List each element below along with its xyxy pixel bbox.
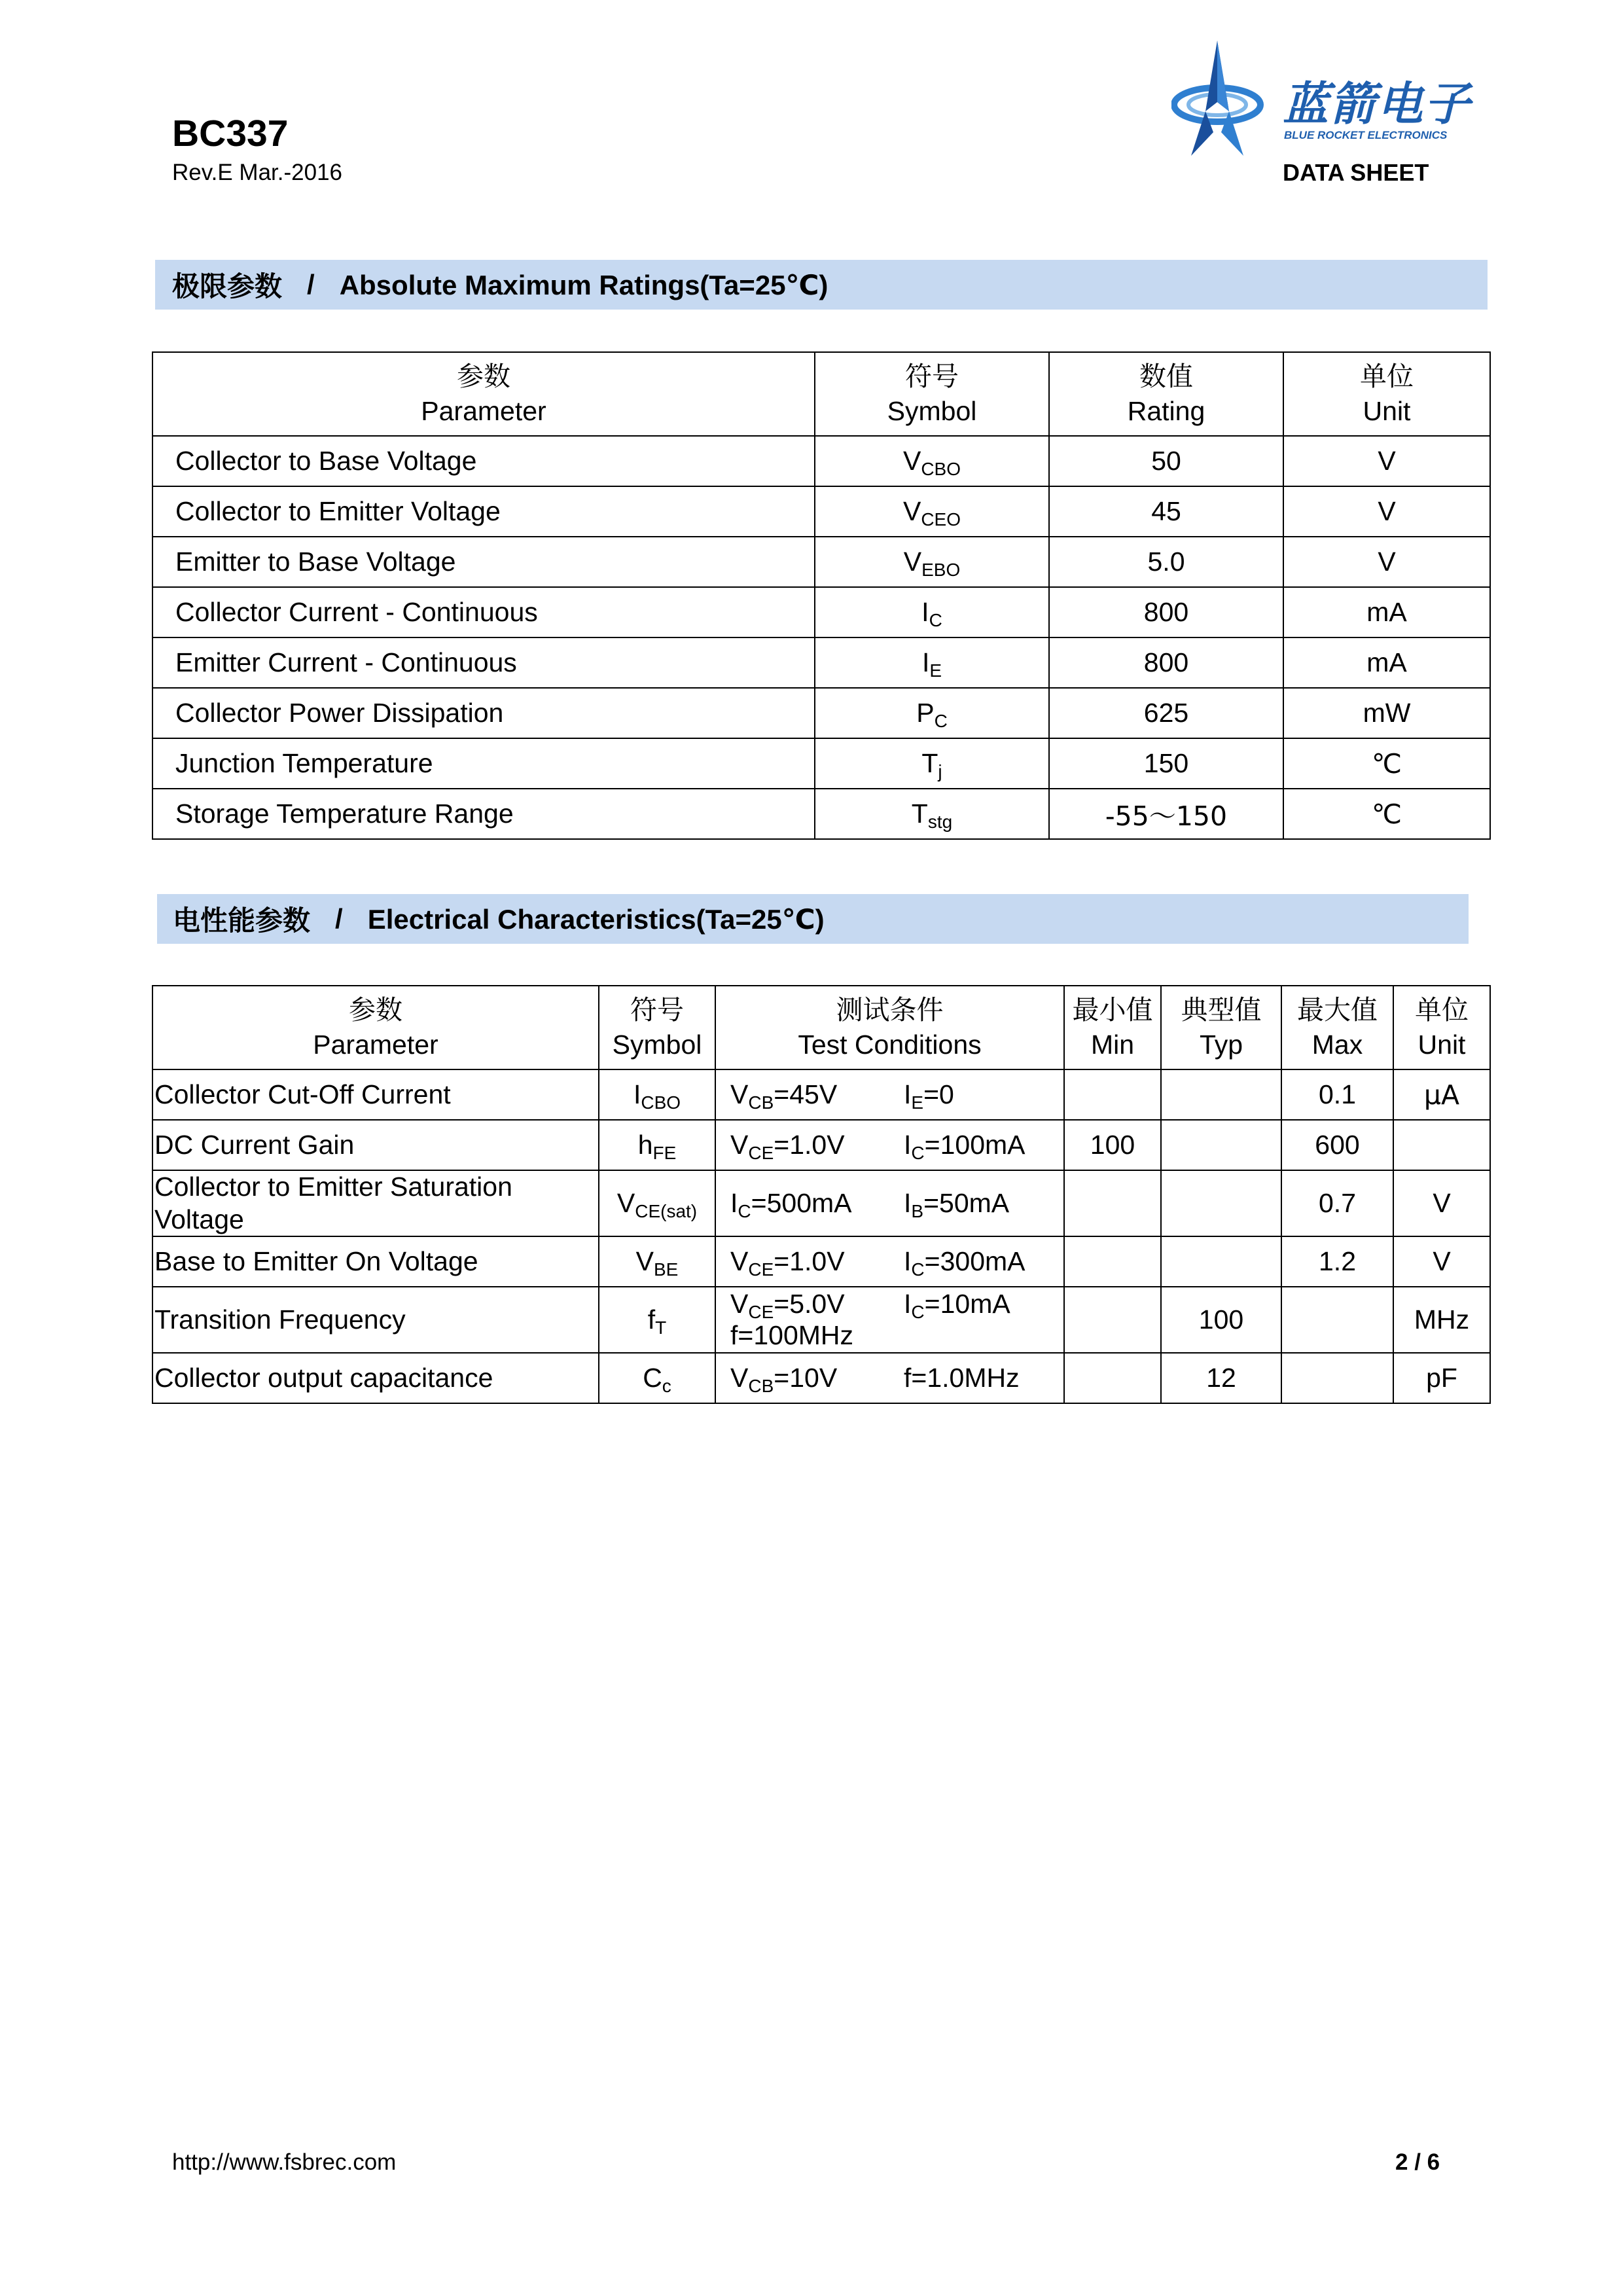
header-max: 最大值 Max [1281,986,1393,1069]
symbol-cell: $V_{CBO}$ [815,436,1049,486]
symbol-cell: $T_j$ [815,738,1049,789]
unit-cell: mA [1283,637,1490,688]
rating-cell: -55～150 [1049,789,1283,839]
header-symbol: 符号 Symbol [599,986,715,1069]
max-cell: 0.1 [1281,1069,1393,1120]
conditions-cell: $V_{CB}=10V$ f=1.0MHz [715,1353,1064,1403]
rating-cell: 5.0 [1049,537,1283,587]
rating-cell: 45 [1049,486,1283,537]
max-cell [1281,1353,1393,1403]
min-cell [1064,1170,1161,1236]
typ-cell: 12 [1161,1353,1281,1403]
page-number: 2 / 6 [1395,2149,1440,2175]
table-row [152,789,1490,839]
max-cell: 1.2 [1281,1236,1393,1287]
unit-cell: V [1283,537,1490,587]
symbol-cell: $I_C$ [815,587,1049,637]
conditions-cell: $I_C=500mA$ $I_B=50mA$ [715,1170,1064,1236]
symbol-cell: $I_{CBO}$ [599,1069,715,1120]
header-unit: 单位 Unit [1283,352,1490,436]
typ-cell [1161,1120,1281,1170]
section-title-cn: 极限参数 [172,270,283,302]
table-row [152,637,1490,688]
param-cell: Transition Frequency [152,1287,599,1353]
table-row [152,1287,1490,1353]
min-cell [1064,1069,1161,1120]
unit-cell: ℃ [1283,789,1490,839]
rating-cell: 150 [1049,738,1283,789]
typ-cell: 100 [1161,1287,1281,1353]
table-row [152,1236,1490,1287]
max-cell: 0.7 [1281,1170,1393,1236]
rocket-logo-icon [1171,39,1276,164]
min-cell [1064,1353,1161,1403]
typ-cell [1161,1170,1281,1236]
table-row [152,436,1490,486]
unit-cell: V [1393,1236,1490,1287]
doc-type-label: DATA SHEET [1283,159,1429,186]
part-number: BC337 [172,113,289,154]
section-title-en: Electrical Characteristics(Ta=25℃) [367,903,825,935]
rating-cell: 50 [1049,436,1283,486]
min-cell [1064,1287,1161,1353]
rating-cell: 625 [1049,688,1283,738]
unit-cell: mA [1283,587,1490,637]
max-cell: 600 [1281,1120,1393,1170]
header-parameter: 参数 Parameter [152,986,599,1069]
typ-cell [1161,1236,1281,1287]
conditions-cell: $V_{CB}=45V$ $I_E=0$ [715,1069,1064,1120]
header-min: 最小值 Min [1064,986,1161,1069]
conditions-cell: $V_{CE}=5.0V$ $I_C=10mA$ f=100MHz [715,1287,1064,1353]
symbol-cell: $V_{BE}$ [599,1236,715,1287]
section-title-cn: 电性能参数 [173,905,311,937]
header-rating: 数值 Rating [1049,352,1283,436]
param-cell: Collector to Emitter Saturation Voltage [152,1170,599,1236]
section-title-en: Absolute Maximum Ratings(Ta=25℃) [339,269,829,300]
unit-cell: pF [1393,1353,1490,1403]
typ-cell [1161,1069,1281,1120]
param-cell: Collector to Emitter Voltage [152,486,815,537]
section-separator: / [335,903,343,934]
symbol-cell: $P_C$ [815,688,1049,738]
table-row [152,688,1490,738]
unit-cell: V [1283,436,1490,486]
header-parameter: 参数 Parameter [152,352,815,436]
symbol-cell: $I_E$ [815,637,1049,688]
symbol-cell: $f_T$ [599,1287,715,1353]
param-cell: Collector Current - Continuous [152,587,815,637]
param-cell: Storage Temperature Range [152,789,815,839]
param-cell: Emitter to Base Voltage [152,537,815,587]
revision-date: Rev.E Mar.-2016 [172,160,343,185]
unit-cell: MHz [1393,1287,1490,1353]
symbol-cell: $h_{FE}$ [599,1120,715,1170]
conditions-cell: $V_{CE}=1.0V$ $I_C=100mA$ [715,1120,1064,1170]
footer-website-link[interactable]: http://www.fsbrec.com [172,2149,397,2175]
param-cell: Junction Temperature [152,738,815,789]
table-row [152,1170,1490,1236]
rating-cell: 800 [1049,587,1283,637]
table-row [152,1120,1490,1170]
param-cell: DC Current Gain [152,1120,599,1170]
symbol-cell: $V_{EBO}$ [815,537,1049,587]
symbol-cell: $T_{stg}$ [815,789,1049,839]
unit-cell [1393,1120,1490,1170]
symbol-cell: $C_c$ [599,1353,715,1403]
unit-cell: mW [1283,688,1490,738]
param-cell: Emitter Current - Continuous [152,637,815,688]
symbol-cell: $V_{CE(sat)}$ [599,1170,715,1236]
table-row [152,738,1490,789]
conditions-cell: $V_{CE}=1.0V$ $I_C=300mA$ [715,1236,1064,1287]
symbol-cell: $V_{CEO}$ [815,486,1049,537]
section-header-absolute-max [155,260,1488,310]
param-cell: Collector to Base Voltage [152,436,815,486]
header-test-conditions: 测试条件 Test Conditions [715,986,1064,1069]
unit-cell: V [1283,486,1490,537]
company-logo [1171,39,1472,164]
table-header-row [152,352,1490,436]
unit-cell: ℃ [1283,738,1490,789]
table-header-row [152,986,1490,1069]
section-separator: / [307,269,315,300]
table-row [152,587,1490,637]
param-cell: Base to Emitter On Voltage [152,1236,599,1287]
table-row [152,1069,1490,1120]
absolute-max-ratings-table [152,351,1491,840]
electrical-characteristics-table [152,985,1491,1404]
logo-chinese-name: 蓝箭电子 [1283,77,1471,131]
unit-cell: V [1393,1170,1490,1236]
header-unit: 单位 Unit [1393,986,1490,1069]
min-cell: 100 [1064,1120,1161,1170]
table-row [152,486,1490,537]
unit-cell: μA [1393,1069,1490,1120]
section-header-electrical [157,894,1469,944]
rating-cell: 800 [1049,637,1283,688]
max-cell [1281,1287,1393,1353]
min-cell [1064,1236,1161,1287]
param-cell: Collector Cut-Off Current [152,1069,599,1120]
param-cell: Collector output capacitance [152,1353,599,1403]
table-row [152,537,1490,587]
header-typ: 典型值 Typ [1161,986,1281,1069]
param-cell: Collector Power Dissipation [152,688,815,738]
header-symbol: 符号 Symbol [815,352,1049,436]
table-row [152,1353,1490,1403]
logo-english-name: BLUE ROCKET ELECTRONICS [1284,129,1448,141]
